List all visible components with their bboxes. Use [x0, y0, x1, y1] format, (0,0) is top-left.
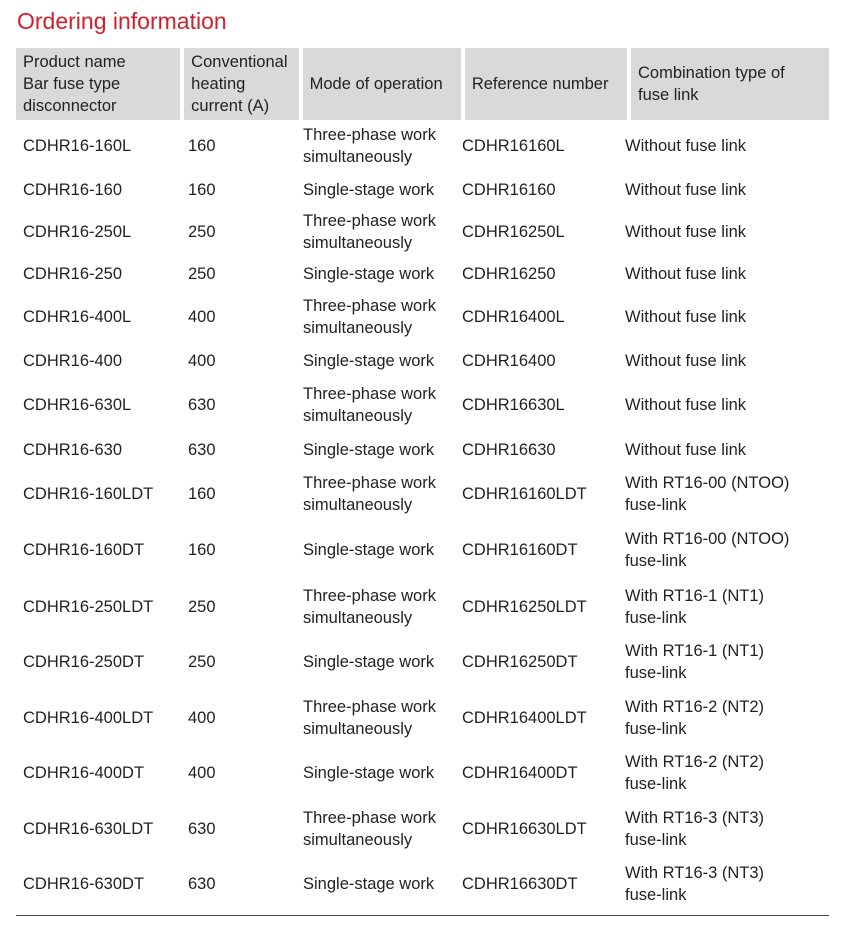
table-row: [16, 432, 829, 467]
table-row: [16, 291, 829, 343]
current-cell: 400: [188, 708, 216, 727]
fuse-type-cell: With RT16-3 (NT3) fuse-link: [625, 864, 765, 904]
mode-cell: Three-phase work simultaneously: [303, 697, 436, 738]
table-body: [16, 120, 829, 912]
table-header: [16, 48, 829, 120]
fuse-type-cell: With RT16-00 (NTOO) fuse-link: [625, 474, 790, 514]
product-name-cell: CDHR16-400LDT: [23, 708, 154, 727]
table-row: [16, 634, 829, 690]
current-cell: 250: [188, 597, 216, 616]
current-cell: 160: [188, 541, 216, 559]
header-heating-current: Conventional heating current (A): [184, 48, 298, 120]
mode-cell: Three-phase work simultaneously: [303, 126, 436, 166]
header-reference-number: Reference number: [465, 48, 627, 120]
fuse-type-cell: Without fuse link: [625, 308, 747, 326]
reference-number-cell: CDHR16160: [462, 180, 556, 199]
page-title: Ordering information: [17, 8, 227, 34]
mode-cell: Three-phase work simultaneously: [303, 586, 436, 627]
fuse-type-cell: With RT16-1 (NT1) fuse-link: [625, 642, 765, 682]
fuse-type-cell: Without fuse link: [625, 180, 747, 199]
reference-number-cell: CDHR16400: [462, 351, 556, 370]
fuse-type-cell: Without fuse link: [625, 351, 747, 370]
reference-number-cell: CDHR16400L: [462, 308, 565, 326]
product-name-cell: CDHR16-250L: [23, 222, 132, 241]
fuse-type-cell: Without fuse link: [625, 396, 747, 414]
table-row: [16, 378, 829, 432]
current-cell: 250: [188, 653, 216, 671]
product-name-cell: CDHR16-250LDT: [23, 597, 154, 616]
fuse-type-cell: With RT16-3 (NT3) fuse-link: [625, 808, 765, 849]
current-cell: 630: [188, 440, 216, 459]
product-name-cell: CDHR16-400DT: [23, 764, 145, 782]
table-row: [16, 343, 829, 378]
table-row: [16, 172, 829, 207]
current-cell: 160: [188, 137, 216, 155]
mode-cell: Three-phase work simultaneously: [303, 297, 436, 337]
product-name-cell: CDHR16-250DT: [23, 653, 145, 671]
current-cell: 630: [188, 875, 216, 893]
fuse-type-cell: With RT16-00 (NTOO) fuse-link: [625, 530, 790, 570]
product-name-cell: CDHR16-160L: [23, 137, 132, 155]
mode-cell: Single-stage work: [303, 440, 435, 459]
reference-number-cell: CDHR16400DT: [462, 764, 578, 782]
current-cell: 250: [188, 222, 216, 241]
reference-number-cell: CDHR16250: [462, 264, 556, 283]
product-name-cell: CDHR16-160: [23, 180, 123, 199]
fuse-type-cell: Without fuse link: [625, 137, 747, 155]
header-combination-type: Combination type of fuse link: [631, 48, 829, 120]
header-product-name: Product name Bar fuse type disconnector: [16, 48, 180, 120]
current-cell: 160: [188, 485, 216, 503]
fuse-type-cell: With RT16-2 (NT2) fuse-link: [625, 753, 765, 793]
table-bottom-rule: [16, 915, 829, 916]
table-row: [16, 745, 829, 801]
table-row: [16, 579, 829, 634]
reference-number-cell: CDHR16160L: [462, 137, 565, 155]
mode-cell: Single-stage work: [303, 264, 435, 283]
mode-cell: Single-stage work: [303, 764, 435, 782]
table-row: [16, 521, 829, 579]
table-row: [16, 207, 829, 256]
ordering-table: [16, 48, 829, 916]
product-name-cell: CDHR16-160LDT: [23, 485, 154, 503]
product-name-cell: CDHR16-250: [23, 264, 123, 283]
current-cell: 630: [188, 396, 216, 414]
reference-number-cell: CDHR16400LDT: [462, 708, 587, 727]
table-row: [16, 856, 829, 912]
product-name-cell: CDHR16-630DT: [23, 875, 145, 893]
current-cell: 630: [188, 819, 216, 838]
reference-number-cell: CDHR16630: [462, 440, 556, 459]
mode-cell: Single-stage work: [303, 351, 435, 370]
fuse-type-cell: With RT16-2 (NT2) fuse-link: [625, 697, 765, 738]
product-name-cell: CDHR16-630: [23, 440, 123, 459]
reference-number-cell: CDHR16250DT: [462, 653, 578, 671]
mode-cell: Three-phase work simultaneously: [303, 808, 436, 849]
table-row: [16, 801, 829, 856]
current-cell: 400: [188, 764, 216, 782]
table-row: [16, 467, 829, 521]
table-row: [16, 256, 829, 291]
current-cell: 160: [188, 180, 216, 199]
mode-cell: Three-phase work simultaneously: [303, 211, 436, 252]
product-name-cell: CDHR16-630L: [23, 396, 132, 414]
product-name-cell: CDHR16-400L: [23, 308, 132, 326]
mode-cell: Single-stage work: [303, 541, 435, 559]
reference-number-cell: CDHR16250LDT: [462, 597, 587, 616]
reference-number-cell: CDHR16630LDT: [462, 819, 587, 838]
product-name-cell: CDHR16-630LDT: [23, 819, 154, 838]
table-row: [16, 120, 829, 172]
mode-cell: Three-phase work simultaneously: [303, 385, 436, 425]
fuse-type-cell: With RT16-1 (NT1) fuse-link: [625, 586, 765, 627]
table-row: [16, 690, 829, 745]
current-cell: 400: [188, 308, 216, 326]
current-cell: 250: [188, 264, 216, 283]
reference-number-cell: CDHR16160DT: [462, 541, 578, 559]
mode-cell: Single-stage work: [303, 653, 435, 671]
fuse-type-cell: Without fuse link: [625, 440, 747, 459]
reference-number-cell: CDHR16160LDT: [462, 485, 587, 503]
current-cell: 400: [188, 351, 216, 370]
fuse-type-cell: Without fuse link: [625, 264, 747, 283]
reference-number-cell: CDHR16630L: [462, 396, 565, 414]
product-name-cell: CDHR16-400: [23, 351, 123, 370]
mode-cell: Single-stage work: [303, 875, 435, 893]
fuse-type-cell: Without fuse link: [625, 222, 747, 241]
header-mode-of-operation: Mode of operation: [303, 48, 461, 120]
reference-number-cell: CDHR16250L: [462, 222, 565, 241]
mode-cell: Three-phase work simultaneously: [303, 474, 436, 514]
mode-cell: Single-stage work: [303, 180, 435, 199]
reference-number-cell: CDHR16630DT: [462, 875, 578, 893]
product-name-cell: CDHR16-160DT: [23, 541, 145, 559]
